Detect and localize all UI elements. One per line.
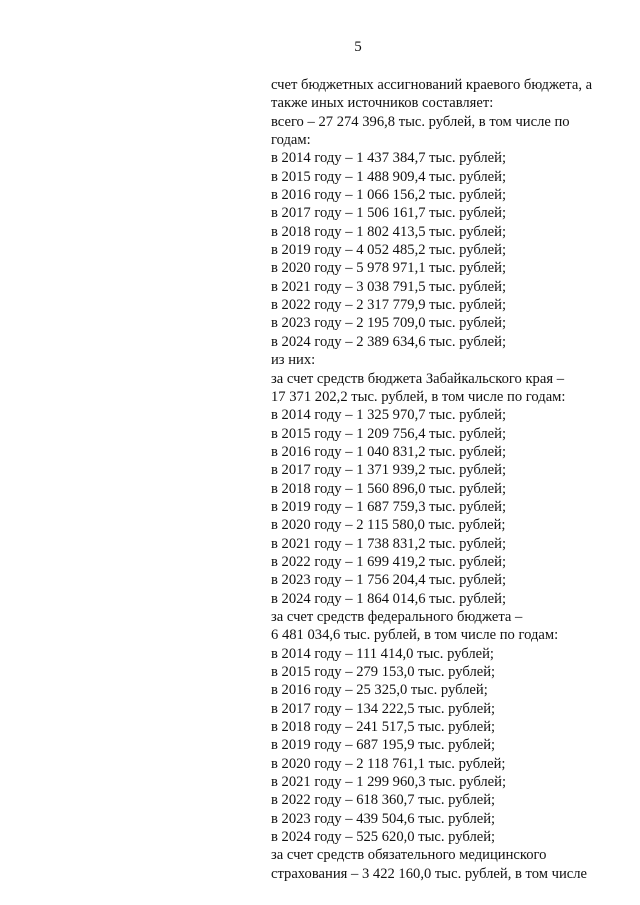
- text-line: в 2014 году – 1 437 384,7 тыс. рублей;: [271, 150, 507, 167]
- text-line: в 2021 году – 1 299 960,3 тыс. рублей;: [271, 774, 507, 791]
- text-line: в 2023 году – 2 195 709,0 тыс. рублей;: [271, 315, 507, 332]
- text-line: в 2021 году – 3 038 791,5 тыс. рублей;: [271, 278, 507, 295]
- text-line: в 2020 году – 2 118 761,1 тыс. рублей;: [271, 755, 506, 772]
- text-line: 17 371 202,2 тыс. рублей, в том числе по годам:: [271, 388, 566, 405]
- text-line: в 2022 году – 1 699 419,2 тыс. рублей;: [271, 553, 507, 570]
- text-line: в 2016 году – 1 066 156,2 тыс. рублей;: [271, 187, 507, 204]
- text-line: в 2015 году – 1 209 756,4 тыс. рублей;: [271, 425, 507, 442]
- text-line: также иных источников составляет:: [271, 95, 494, 112]
- text-line: в 2017 году – 1 371 939,2 тыс. рублей;: [271, 462, 507, 479]
- text-line: из них:: [271, 352, 316, 369]
- text-line: в 2019 году – 687 195,9 тыс. рублей;: [271, 737, 496, 754]
- text-line: в 2018 году – 1 802 413,5 тыс. рублей;: [271, 223, 507, 240]
- text-line: в 2016 году – 1 040 831,2 тыс. рублей;: [271, 443, 507, 460]
- text-line: в 2017 году – 134 222,5 тыс. рублей;: [271, 700, 496, 717]
- text-line: в 2024 году – 1 864 014,6 тыс. рублей;: [271, 590, 507, 607]
- text-line: в 2024 году – 525 620,0 тыс. рублей;: [271, 829, 496, 846]
- text-line: в 2017 году – 1 506 161,7 тыс. рублей;: [271, 205, 507, 222]
- text-line: за счет средств федерального бюджета –: [271, 608, 523, 625]
- text-line: в 2016 году – 25 325,0 тыс. рублей;: [271, 682, 488, 699]
- text-line: в 2023 году – 1 756 204,4 тыс. рублей;: [271, 572, 507, 589]
- text-line: в 2024 году – 2 389 634,6 тыс. рублей;: [271, 333, 507, 350]
- text-line: в 2018 году – 241 517,5 тыс. рублей;: [271, 719, 496, 736]
- text-line: в 2019 году – 4 052 485,2 тыс. рублей;: [271, 242, 507, 259]
- text-line: в 2014 году – 1 325 970,7 тыс. рублей;: [271, 407, 507, 424]
- page-number: 5: [354, 39, 362, 55]
- text-line: за счет средств обязательного медицинского: [271, 847, 547, 864]
- text-line: всего – 27 274 396,8 тыс. рублей, в том числе по: [271, 113, 570, 130]
- text-line: в 2019 году – 1 687 759,3 тыс. рублей;: [271, 498, 507, 515]
- text-line: в 2020 году – 5 978 971,1 тыс. рублей;: [271, 260, 507, 277]
- text-line: 6 481 034,6 тыс. рублей, в том числе по годам:: [271, 627, 559, 644]
- text-line: в 2022 году – 618 360,7 тыс. рублей;: [271, 792, 496, 809]
- text-line: в 2020 году – 2 115 580,0 тыс. рублей;: [271, 517, 506, 534]
- text-line: в 2014 году – 111 414,0 тыс. рублей;: [271, 645, 494, 662]
- text-line: в 2023 году – 439 504,6 тыс. рублей;: [271, 810, 496, 827]
- text-line: в 2022 году – 2 317 779,9 тыс. рублей;: [271, 297, 507, 314]
- text-line: в 2015 году – 1 488 909,4 тыс. рублей;: [271, 168, 507, 185]
- text-line: в 2015 году – 279 153,0 тыс. рублей;: [271, 664, 496, 680]
- text-line: счет бюджетных ассигнований краевого бюджета, а: [271, 77, 593, 93]
- text-line: годам:: [271, 132, 311, 149]
- document-text-column: [271, 76, 616, 883]
- text-line: страхования – 3 422 160,0 тыс. рублей, в том числе: [271, 865, 588, 882]
- text-line: за счет средств бюджета Забайкальского края –: [271, 370, 564, 387]
- text-line: в 2018 году – 1 560 896,0 тыс. рублей;: [271, 480, 507, 497]
- text-line: в 2021 году – 1 738 831,2 тыс. рублей;: [271, 535, 507, 552]
